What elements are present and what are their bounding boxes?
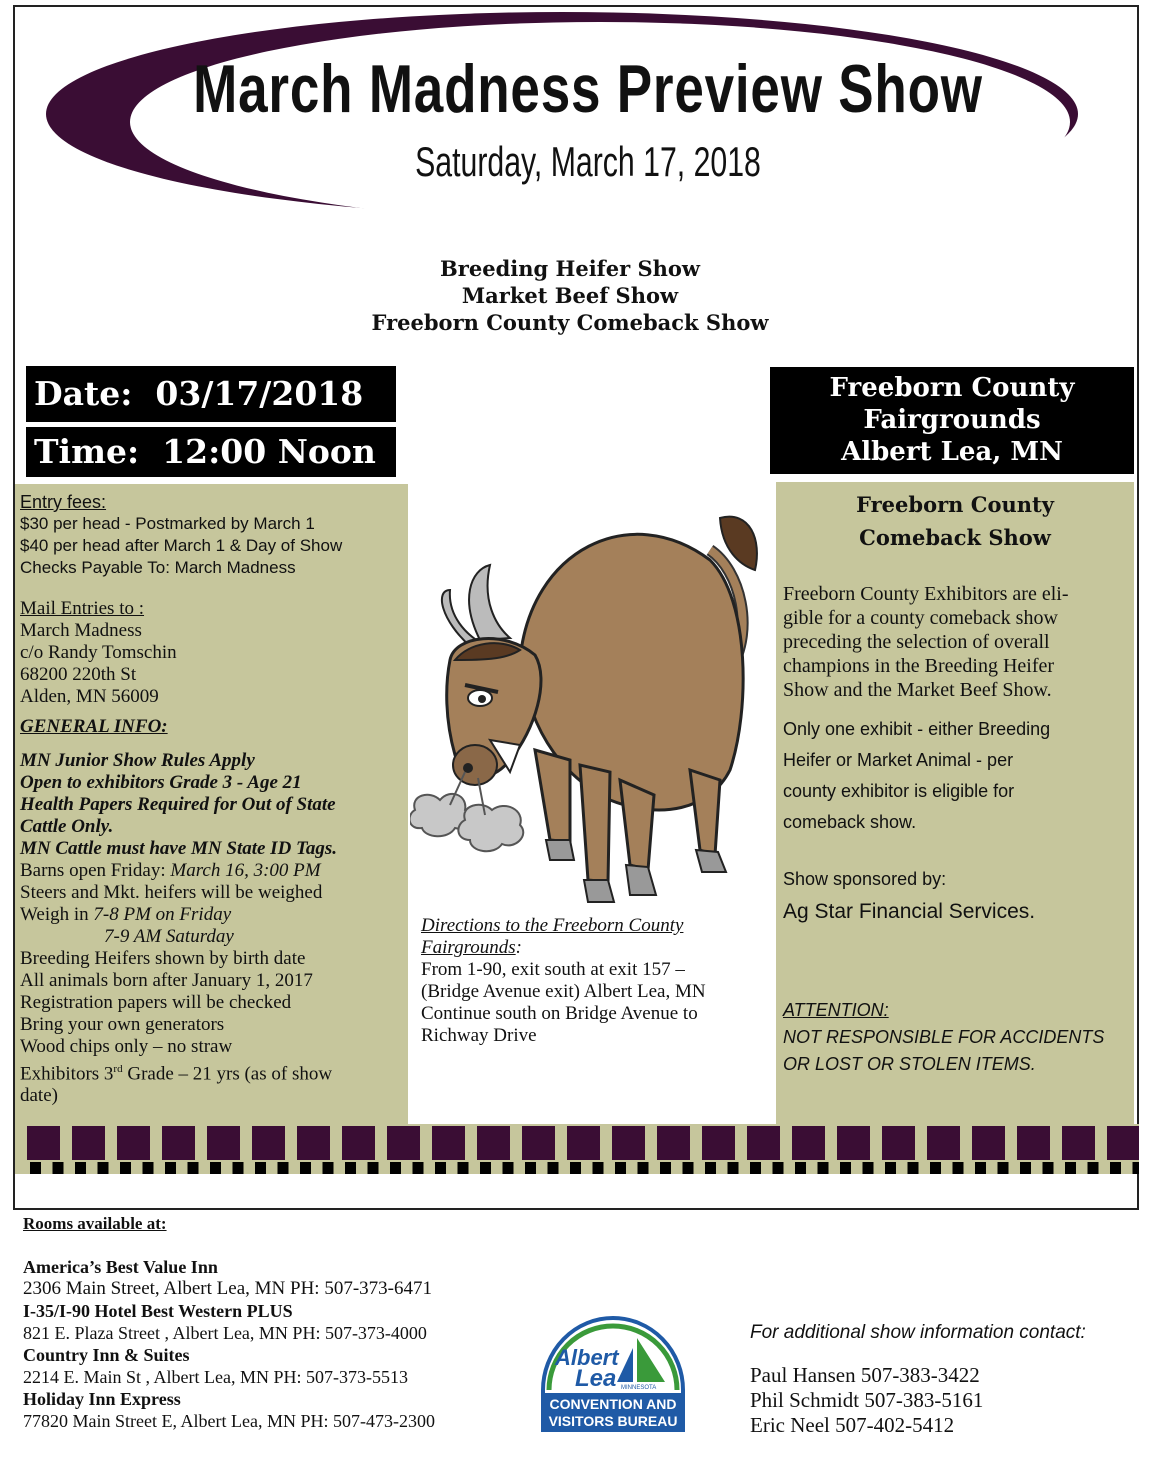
logo-band: VISITORS BUREAU [548,1413,678,1429]
hotel-address: 821 E. Plaza Street , Albert Lea, MN PH: 507-373-4000 [23,1323,427,1343]
time-box [26,427,396,477]
hotel-address: 77820 Main Street E, Albert Lea, MN PH: 507-473-2300 [23,1411,435,1431]
attention-line: NOT RESPONSIBLE FOR ACCIDENTS [783,1027,1105,1047]
comeback-line: Show and the Market Beef Show. [783,679,1052,701]
attention-line: OR LOST OR STOLEN ITEMS. [783,1054,1036,1074]
comeback-heading-line: Freeborn County [856,492,1054,517]
contact-list [750,1363,983,1438]
mail-line: Alden, MN 56009 [20,686,159,707]
contact-person: Phil Schmidt 507-383-5161 [750,1388,984,1412]
general-rule: Cattle Only. [20,816,114,837]
eligibility-line: Heifer or Market Animal - per [783,750,1014,770]
comeback-line: Freeborn County Exhibitors are eli- [783,583,1069,605]
hotel-name: I-35/I-90 Hotel Best Western PLUS [23,1301,293,1321]
show-list [0,255,1140,336]
entry-fee-line: $40 per head after March 1 & Day of Show [20,536,343,555]
hotel-address: 2306 Main Street, Albert Lea, MN PH: 507-373-6471 [23,1278,432,1299]
comeback-eligibility [783,714,1133,838]
directions-heading: Directions to the Freeborn County [421,915,684,936]
venue-line: Fairgrounds [863,405,1041,435]
general-rule: MN Junior Show Rules Apply [20,750,255,771]
entry-fees-heading: Entry fees: [20,492,107,512]
general-line: Bring your own generators [20,1014,225,1035]
venue-line: Albert Lea, MN [841,437,1063,467]
directions-line: Continue south on Bridge Avenue to [421,1003,698,1024]
exhibitors-date: date) [20,1085,58,1107]
show-item: Market Beef Show [461,283,679,308]
contact-heading: For additional show information contact: [750,1322,1086,1343]
mail-entries [20,598,405,708]
date-label: Date: [34,374,133,413]
hotel-name: America’s Best Value Inn [23,1257,218,1277]
eligibility-line: Only one exhibit - either Breeding [783,719,1051,739]
general-rule: MN Cattle must have MN State ID Tags. [20,838,338,859]
logo-state: MINNESOTA [621,1385,657,1391]
entry-fee-line: $30 per head - Postmarked by March 1 [20,514,315,533]
weigh-in [20,904,405,926]
weigh-label: Weigh in [20,904,94,925]
exhibitors-text: Exhibitors 3 [20,1063,114,1085]
general-line: Registration papers will be checked [20,992,292,1013]
barns-time: March 16, 3:00 PM [170,860,321,881]
directions-line: (Bridge Avenue exit) Albert Lea, MN [421,981,706,1002]
directions-line: Richway Drive [421,1025,537,1046]
general-heading: GENERAL INFO: [20,716,168,737]
comeback-line: champions in the Breeding Heifer [783,655,1055,677]
page-subtitle: Saturday, March 17, 2018 [415,138,761,185]
checks-payable: Checks Payable To: March Madness [20,558,296,577]
general-line: All animals born after January 1, 2017 [20,970,313,991]
hotel-address: 2214 E. Main St , Albert Lea, MN PH: 507-373-5513 [23,1367,408,1387]
hotel-name: Country Inn & Suites [23,1345,190,1365]
comeback-line: preceding the selection of overall [783,631,1050,653]
eligibility-line: county exhibitor is eligible for [783,781,1015,801]
contact-person: Paul Hansen 507-383-3422 [750,1363,980,1387]
sponsor-name: Ag Star Financial Services. [783,900,1036,923]
directions-colon: : [515,937,522,958]
exhibitors-grade [20,1058,405,1085]
directions-heading-2 [421,937,771,959]
venue-box [770,367,1134,474]
general-line: Breeding Heifers shown by birth date [20,948,306,969]
comeback-heading-line: Comeback Show [859,525,1051,550]
date-value: 03/17/2018 [155,374,364,413]
directions [421,915,771,1047]
logo-word: Lea [575,1365,617,1392]
albert-lea-logo [537,1310,689,1435]
venue-line: Freeborn County [829,373,1075,403]
bull-illustration [410,510,770,910]
directions-heading-text: Fairgrounds [421,937,516,958]
page-title: March Madness Preview Show [193,51,983,127]
comeback-description [783,582,1133,702]
show-item: Freeborn County Comeback Show [371,310,769,335]
hotel-name: Holiday Inn Express [23,1389,181,1409]
barns-label: Barns open Friday: [20,860,171,881]
weigh-saturday: 7-9 AM Saturday [104,926,234,947]
mail-heading: Mail Entries to : [20,598,145,619]
checker-band [15,1124,1139,1174]
date-box [26,366,396,422]
attention-notice [783,997,1133,1078]
mail-line: 68200 220th St [20,664,137,685]
general-line: Wood chips only – no straw [20,1036,233,1057]
logo-band: CONVENTION AND [549,1396,677,1412]
exhibitors-text: Grade – 21 yrs (as of show [122,1063,333,1085]
logo-word: Albert [555,1345,619,1370]
sponsor-label: Show sponsored by: [783,869,947,889]
general-rule: Health Papers Required for Out of State [20,794,336,815]
barns-open [20,860,405,882]
time-value: 12:00 Noon [162,432,376,471]
contact-person: Eric Neel 507-402-5412 [750,1413,955,1437]
steers-weighed: Steers and Mkt. heifers will be weighed [20,882,323,903]
comeback-heading [776,488,1134,554]
mail-line: c/o Randy Tomschin [20,642,177,663]
weigh-friday: 7-8 PM on Friday [93,904,232,925]
hotel-list [23,1256,533,1432]
directions-line: From 1-90, exit south at exit 157 – [421,959,685,980]
show-item: Breeding Heifer Show [440,256,700,281]
exhibitors-sup: rd [113,1063,123,1075]
general-rule: Open to exhibitors Grade 3 - Age 21 [20,772,302,793]
attention-heading: ATTENTION: [783,1000,889,1020]
rooms-heading: Rooms available at: [23,1214,167,1233]
entry-fees [20,491,405,579]
time-label: Time: [34,432,140,471]
comeback-line: gible for a county comeback show [783,607,1058,629]
mail-line: March Madness [20,620,142,641]
eligibility-line: comeback show. [783,812,917,832]
general-info [20,716,405,1107]
